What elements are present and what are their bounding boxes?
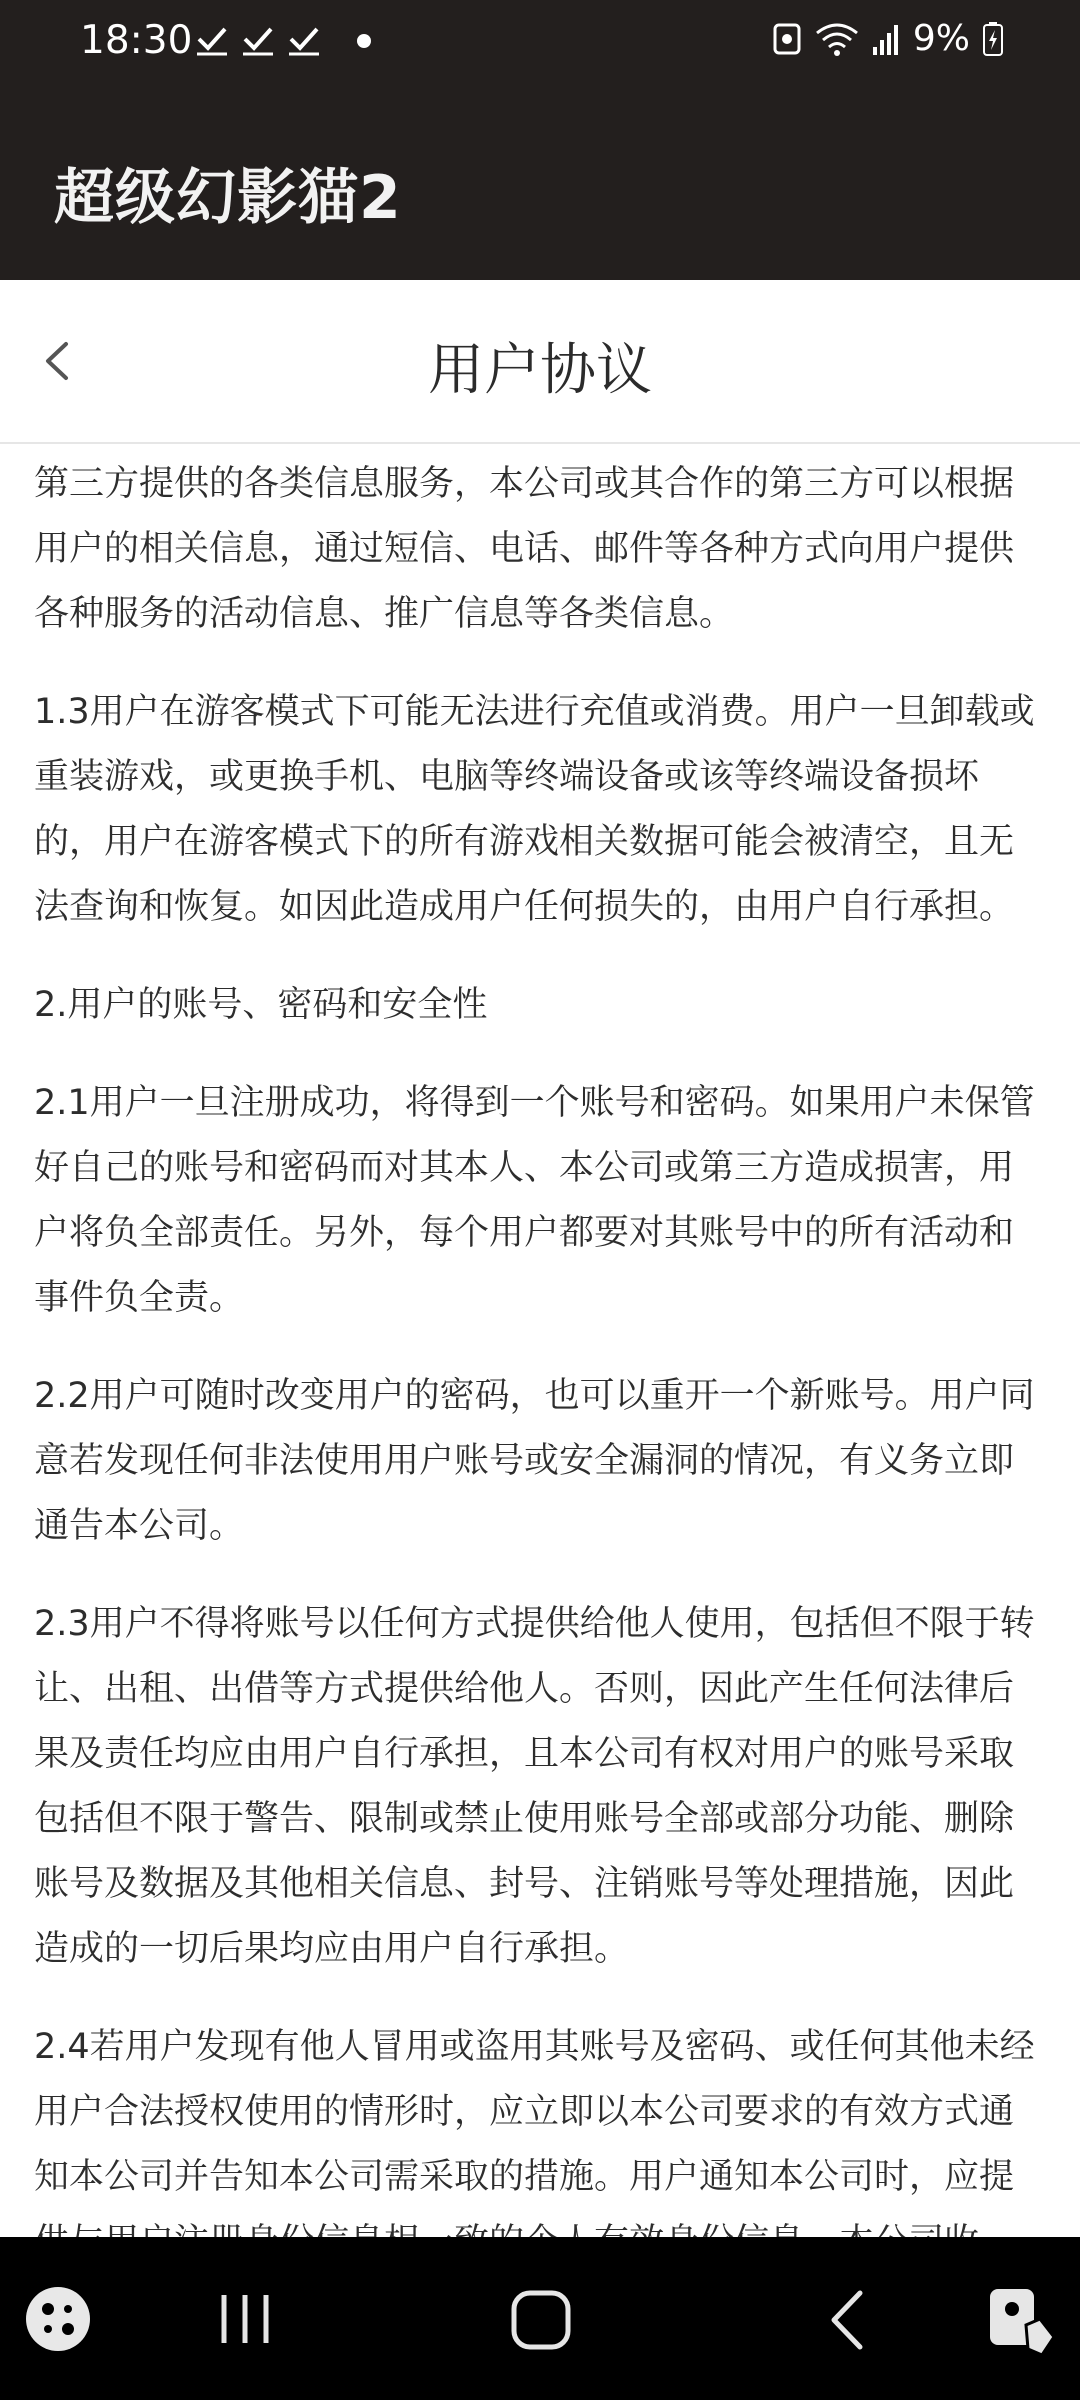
paragraph: 2.1用户一旦注册成功，将得到一个账号和密码。如果用户未保管好自己的账号和密码而对其本人、本公司或第三方造成损害，用户将负全部责任。另外，每个用户都要对其账号中的所有活动和事件负全责。 bbox=[34, 1083, 1035, 1318]
paragraph: 第三方提供的各类信息服务，本公司或其合作的第三方可以根据用户的相关信息，通过短信、电话、邮件等各种方式向用户提供各种服务的活动信息、推广信息等各类信息。 bbox=[34, 464, 1015, 634]
recent-apps-icon[interactable] bbox=[210, 2289, 280, 2349]
battery-percent: 9% bbox=[912, 18, 970, 59]
status-right bbox=[771, 18, 1004, 59]
accessibility-icon[interactable] bbox=[982, 2279, 1060, 2363]
check-icon bbox=[241, 22, 275, 56]
check-icon bbox=[195, 22, 229, 56]
agreement-content[interactable] bbox=[34, 452, 1046, 2237]
back-icon[interactable] bbox=[820, 2287, 876, 2353]
paragraph: 2.3用户不得将账号以任何方式提供给他人使用，包括但不限于转让、出租、出借等方式提供给他人。否则，因此产生任何法律后果及责任均应由用户自行承担，且本公司有权对用户的账号采取包括但不限于警告、限制或禁止使用账号全部或部分功能、删除账号及数据及其他相关信息、封号、注销账号等处理措施，因此造成的一切后果均应由用户自行承担。 bbox=[34, 1604, 1035, 1969]
home-icon[interactable] bbox=[508, 2287, 574, 2353]
system-navigation-bar bbox=[0, 2237, 1080, 2400]
page-header bbox=[0, 280, 1080, 444]
check-icon bbox=[287, 22, 321, 56]
page-title: 用户协议 bbox=[428, 338, 652, 403]
section-heading: 2.用户的账号、密码和安全性 bbox=[34, 985, 488, 1025]
wifi-icon bbox=[815, 21, 859, 57]
app-bar bbox=[0, 90, 1080, 280]
notification-icons bbox=[195, 22, 371, 56]
status-time: 18:30 bbox=[80, 18, 193, 63]
status-bar bbox=[0, 0, 1080, 90]
paragraph: 2.2用户可随时改变用户的密码，也可以重开一个新账号。用户同意若发现任何非法使用用户账号或安全漏洞的情况，有义务立即通告本公司。 bbox=[34, 1376, 1035, 1546]
signal-icon bbox=[871, 21, 901, 57]
app-title: 超级幻影猫2 bbox=[54, 163, 402, 233]
paragraph: 1.3用户在游客模式下可能无法进行充值或消费。用户一旦卸载或重装游戏，或更换手机、电脑等终端设备或该等终端设备损坏的，用户在游客模式下的所有游戏相关数据可能会被清空，且无法查询和恢复。如因此造成用户任何损失的，由用户自行承担。 bbox=[34, 692, 1035, 927]
battery-charging-icon bbox=[982, 21, 1004, 57]
dot-icon bbox=[357, 34, 371, 48]
game-launcher-icon[interactable] bbox=[22, 2283, 94, 2355]
paragraph: 2.4若用户发现有他人冒用或盗用其账号及密码、或任何其他未经用户合法授权使用的情形时，应立即以本公司要求的有效方式通知本公司并告知本公司需采取的措施。用户通知本公司时，应提 bbox=[34, 2027, 1035, 2197]
screen-capture-icon bbox=[771, 21, 803, 57]
